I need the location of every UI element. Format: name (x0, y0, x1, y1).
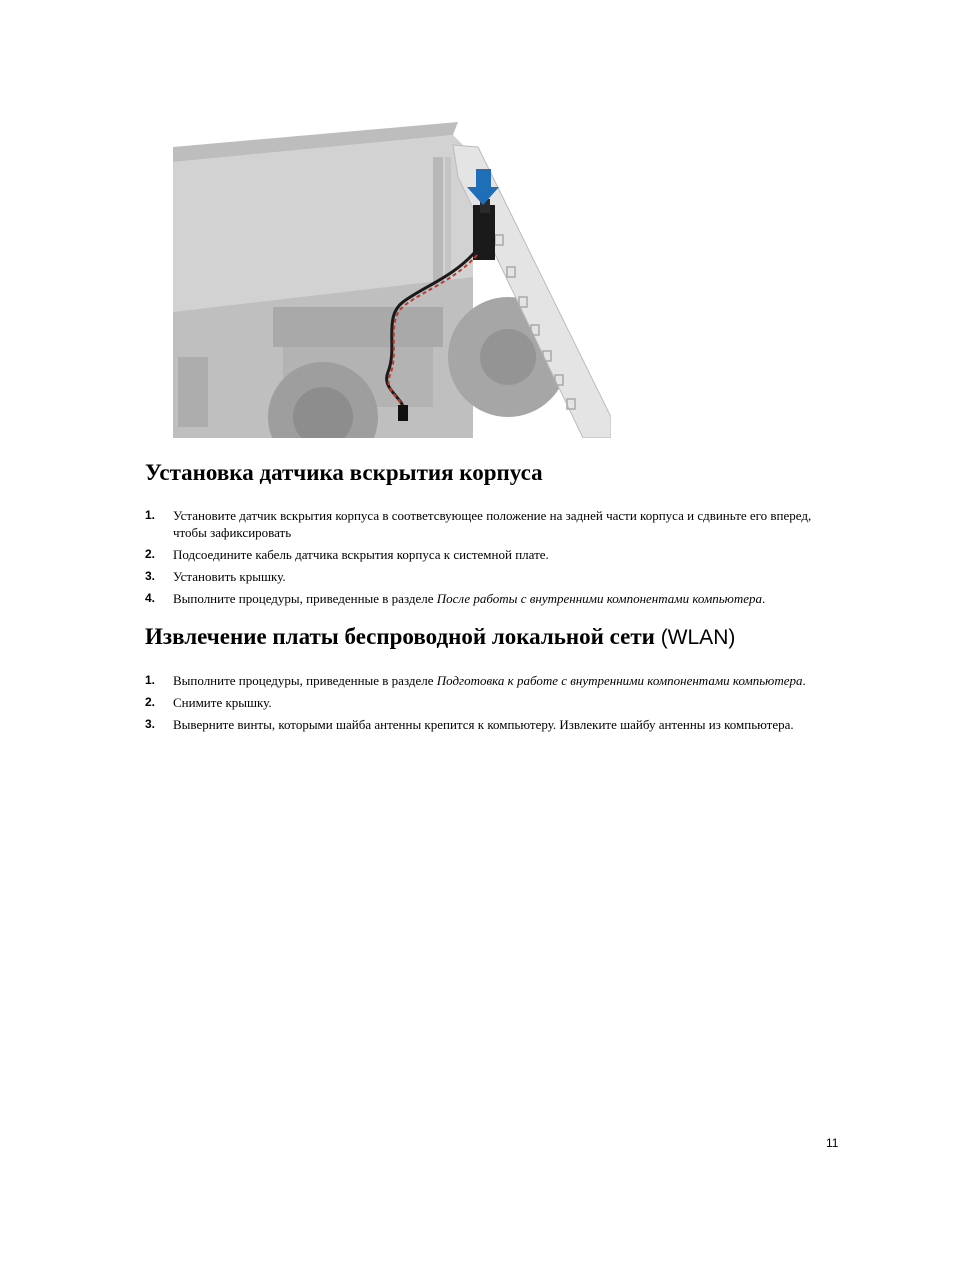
list-item (145, 507, 845, 541)
step-text-end: . (802, 673, 806, 688)
section2-steps (145, 672, 845, 733)
step-number: 3. (145, 717, 156, 731)
page-number: 11 (826, 1136, 839, 1150)
section2-title-text: Извлечение платы беспроводной локальной сети (145, 624, 661, 649)
step-number: 1. (145, 673, 156, 687)
step-number: 2. (145, 547, 156, 561)
step-number: 2. (145, 695, 156, 709)
cross-reference-link[interactable]: После работы с внутренними компонентами компьютера (436, 591, 762, 606)
list-item (145, 546, 845, 563)
cross-reference-link[interactable]: Подготовка к работе с внутренними компонентами компьютера (436, 673, 803, 688)
section1-steps (145, 507, 845, 607)
list-item (145, 672, 845, 689)
list-item (145, 716, 845, 733)
step-number: 4. (145, 591, 156, 605)
section1-title (145, 460, 543, 486)
step-text-end: . (761, 591, 766, 606)
section2-title-latin: (WLAN) (660, 626, 736, 649)
section2-title (145, 624, 735, 650)
step-number: 3. (145, 569, 156, 583)
section1-title-text: Установка датчика вскрытия корпуса (145, 460, 543, 485)
step-text: Выполните процедуры, приведенные в разделе (173, 673, 437, 688)
list-item (145, 568, 845, 585)
step-text: Выполните процедуры, приведенные в разделе (173, 591, 437, 606)
step-text: Выверните винты, которыми шайба антенны крепится к компьютеру. Извлеките шайбу антенны из компьютера. (173, 717, 794, 732)
list-item (145, 694, 845, 711)
list-item (145, 590, 845, 607)
step-number: 1. (145, 508, 156, 522)
step-text: Снимите крышку. (173, 695, 272, 710)
step-text: Установить крышку. (173, 569, 286, 584)
step-text: Установите датчик вскрытия корпуса в соответсвующее положение на задней части корпуса и сдвиньте его вперед, чтобы зафиксировать (173, 508, 812, 540)
chassis-intrusion-illustration (173, 117, 611, 438)
step-text: Подсоедините кабель датчика вскрытия корпуса к системной плате. (173, 547, 549, 562)
